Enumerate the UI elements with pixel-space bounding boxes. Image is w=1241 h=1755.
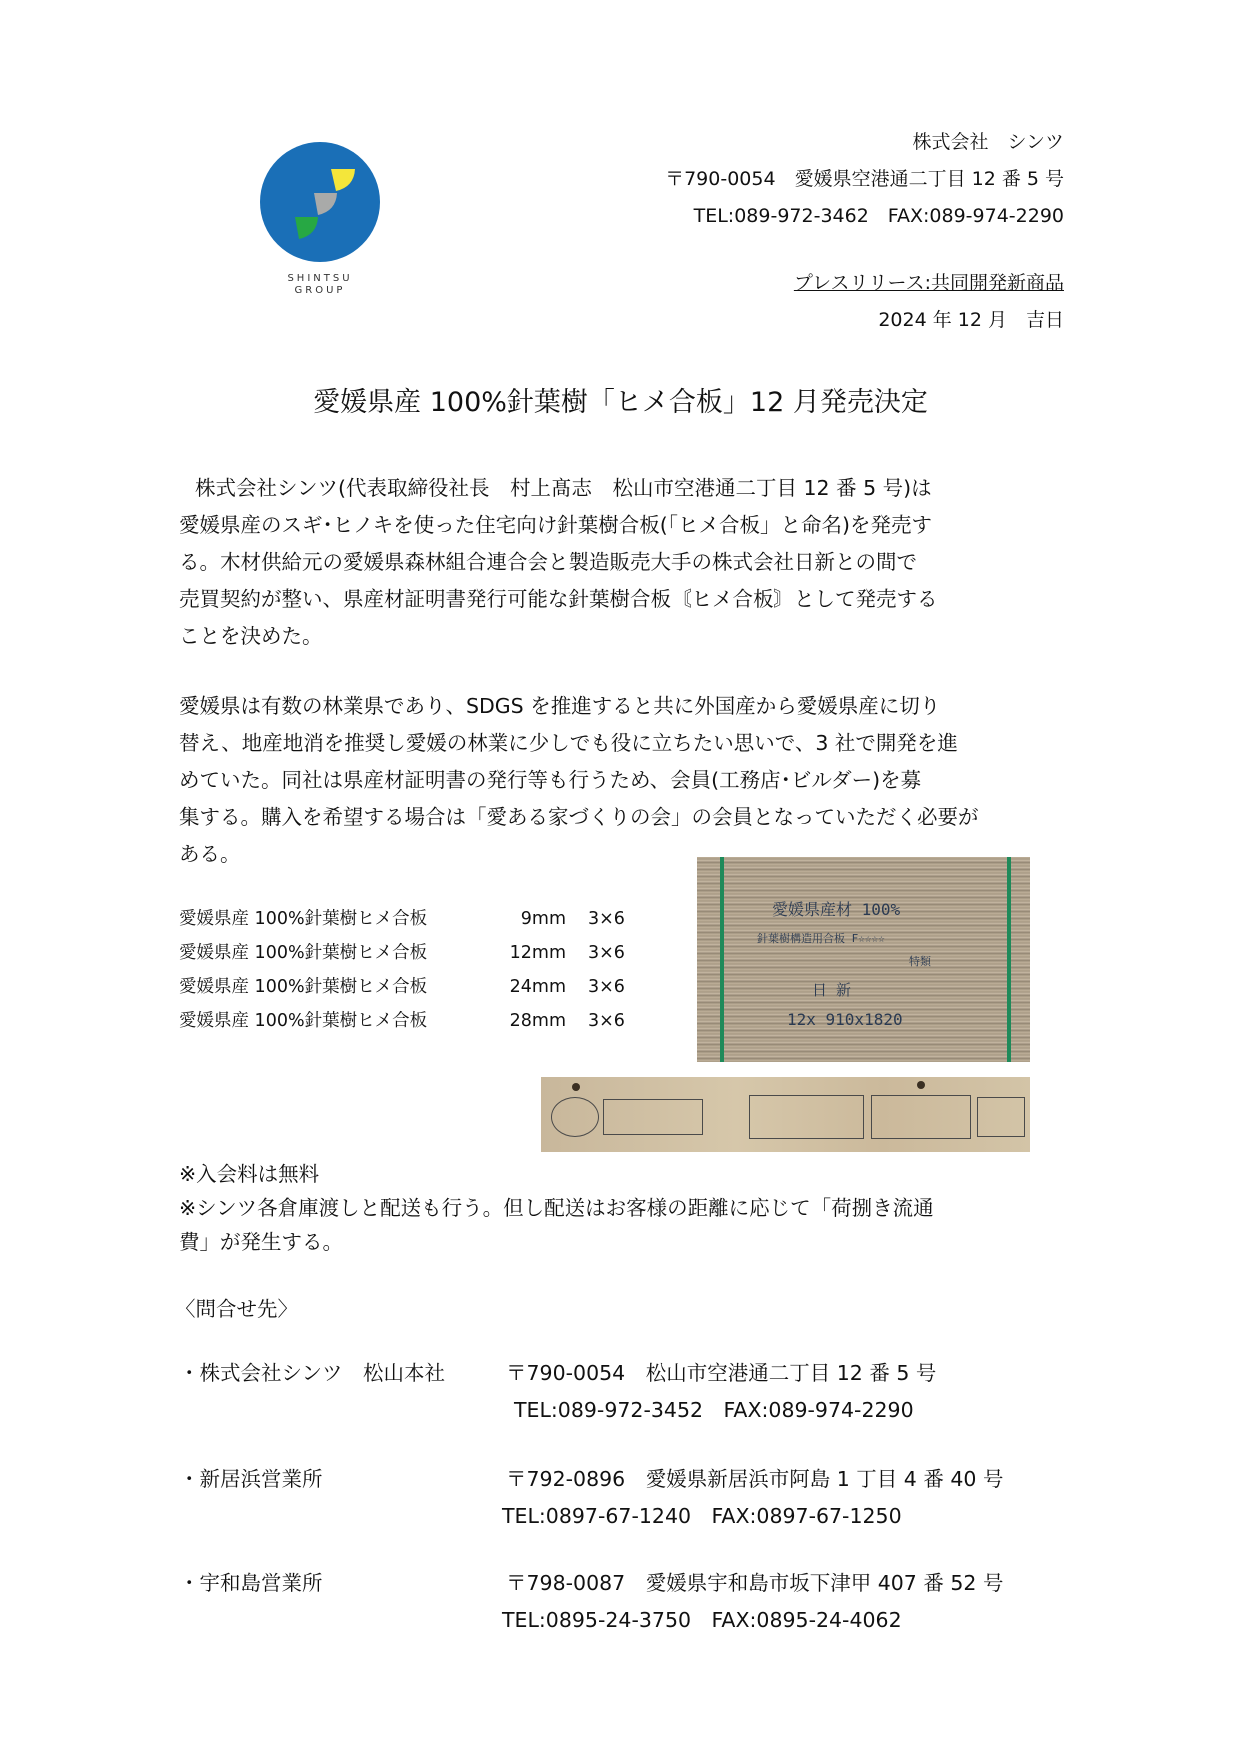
product-size: 3×6 (588, 909, 625, 929)
text-line: ことを決めた。 (179, 624, 323, 648)
list-item (179, 970, 625, 1004)
product-name: 愛媛県産 100%針葉樹ヒメ合板 (179, 909, 428, 929)
stamp-block-icon (603, 1099, 703, 1135)
product-thickness: 12mm (509, 943, 566, 963)
product-size: 3×6 (588, 977, 625, 997)
product-name: 愛媛県産 100%針葉樹ヒメ合板 (179, 943, 428, 963)
contact-heading: 〈問合せ先〉 (175, 1297, 298, 1321)
company-tel-fax: TEL:089-972-3462 FAX:089-974-2290 (693, 205, 1064, 227)
contact-name: ・宇和島営業所 (179, 1571, 323, 1595)
stamp-line: 12x 910x1820 (787, 1010, 903, 1029)
contact-name: ・株式会社シンツ 松山本社 (179, 1361, 445, 1385)
contact-tel: TEL:0895-24-3750 FAX:0895-24-4062 (502, 1608, 902, 1632)
logo-text-line2: GROUP (294, 285, 346, 296)
product-size: 3×6 (588, 943, 625, 963)
product-thickness: 24mm (509, 977, 566, 997)
product-list (179, 902, 625, 1038)
text-line: めていた。同社は県産材証明書の発行等も行うため、会員(工務店･ビルダー)を募 (179, 768, 922, 792)
list-item (179, 902, 625, 936)
text-line: ある。 (179, 842, 241, 866)
product-size: 3×6 (588, 1011, 625, 1031)
release-date: 2024 年 12 月 吉日 (878, 309, 1064, 331)
stamp-line: 愛媛県産材 100% (772, 900, 901, 919)
text-line: 株式会社シンツ(代表取締役社長 村上髙志 松山市空港通二丁目 12 番 5 号)は (195, 476, 932, 500)
note-line: 費」が発生する。 (179, 1230, 343, 1254)
jas-mark-icon (551, 1097, 599, 1137)
note-line: ※シンツ各倉庫渡しと配送も行う。但し配送はお客様の距離に応じて「荷捌き流通 (179, 1196, 934, 1220)
company-address: 〒790-0054 愛媛県空港通二丁目 12 番 5 号 (665, 168, 1064, 190)
list-item (179, 936, 625, 970)
contact-address: 〒792-0896 愛媛県新居浜市阿島 1 丁目 4 番 40 号 (506, 1467, 1004, 1491)
list-item (179, 1004, 625, 1038)
release-type: プレスリリース:共同開発新商品 (793, 272, 1064, 294)
stamp-block-icon (749, 1095, 864, 1139)
page-title: 愛媛県産 100%針葉樹「ヒメ合板」12 月発売決定 (313, 387, 928, 418)
logo-text-line1: SHINTSU (287, 273, 353, 284)
plywood-label-photo (541, 1077, 1030, 1152)
product-name: 愛媛県産 100%針葉樹ヒメ合板 (179, 977, 428, 997)
stamp-block-icon (871, 1095, 971, 1139)
contact-tel: TEL:0897-67-1240 FAX:0897-67-1250 (502, 1504, 902, 1528)
stamp-block-icon (705, 1099, 745, 1135)
nail-hole (917, 1081, 925, 1089)
product-name: 愛媛県産 100%針葉樹ヒメ合板 (179, 1011, 428, 1031)
product-thickness: 28mm (509, 1011, 566, 1031)
contact-name: ・新居浜営業所 (179, 1467, 323, 1491)
text-line: 愛媛県は有数の林業県であり、SDGS を推進すると共に外国産から愛媛県産に切り (179, 694, 941, 718)
text-line: 売買契約が整い、県産材証明書発行可能な針葉樹合板〘ヒメ合板〙として発売する (179, 587, 938, 611)
paragraph-background (179, 688, 1059, 873)
plywood-stamp-photo (697, 857, 1030, 1062)
product-thickness: 9mm (520, 909, 566, 929)
paragraph-intro (179, 470, 1059, 655)
logo-mark-icon (259, 141, 381, 263)
notes (179, 1157, 934, 1259)
note-line: ※入会料は無料 (179, 1162, 320, 1186)
text-line: 集する。購入を希望する場合は「愛ある家づくりの会」の会員となっていただく必要が (179, 805, 979, 829)
company-name: 株式会社 シンツ (912, 131, 1064, 153)
contact-address: 〒790-0054 松山市空港通二丁目 12 番 5 号 (506, 1361, 937, 1385)
stamp-line: 日 新 (812, 981, 852, 999)
stamp-block-icon (977, 1097, 1025, 1137)
text-line: 愛媛県産のスギ･ヒノキを使った住宅向け針葉樹合板(「ヒメ合板」と命名)を発売す (179, 513, 932, 537)
text-line: る。木材供給元の愛媛県森林組合連合会と製造販売大手の株式会社日新との間で (179, 550, 917, 574)
green-edge-stripe (1007, 857, 1011, 1062)
contact-tel: TEL:089-972-3452 FAX:089-974-2290 (514, 1398, 914, 1422)
green-edge-stripe (720, 857, 724, 1062)
nail-hole (572, 1083, 580, 1091)
stamp-line: 針葉樹構造用合板 F☆☆☆☆ (757, 932, 885, 945)
stamp-line: 特類 (909, 955, 931, 968)
company-logo (259, 141, 381, 296)
contact-address: 〒798-0087 愛媛県宇和島市坂下津甲 407 番 52 号 (506, 1571, 1004, 1595)
text-line: 替え、地産地消を推奨し愛媛の林業に少しでも役に立ちたい思いで、3 社で開発を進 (179, 731, 958, 755)
